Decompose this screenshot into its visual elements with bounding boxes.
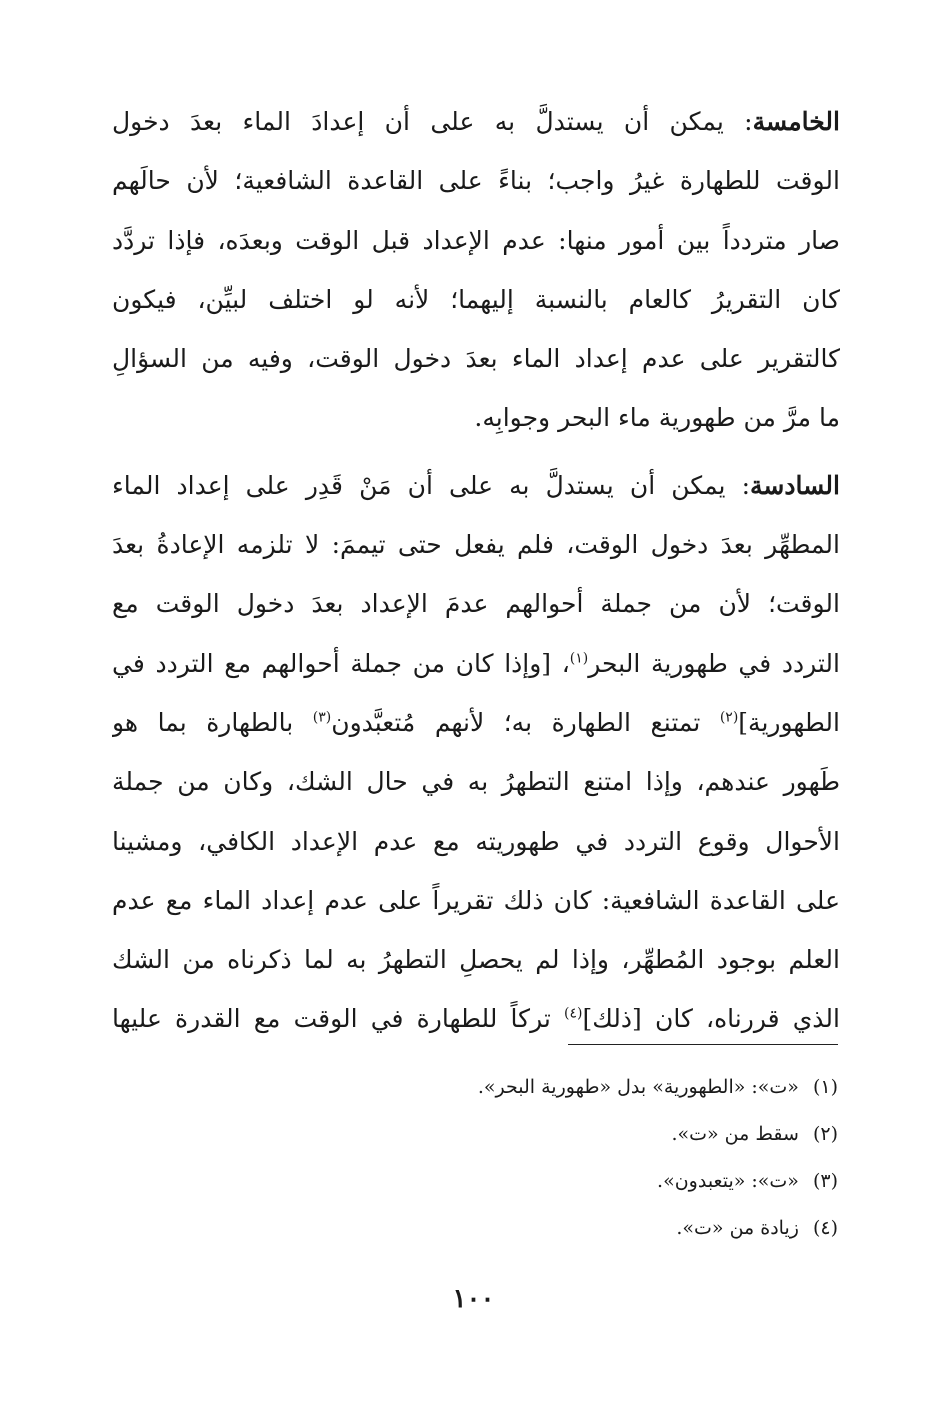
text-line: الوقت؛ لأن من جملة أحوالهم عدمَ الإعداد بعدَ دخول الوقت مع — [112, 589, 840, 619]
footnote-text: «ت»: «يتعبدون». — [657, 1170, 799, 1192]
footnote-reference[interactable]: (٣) — [312, 709, 332, 726]
footnote-reference[interactable]: (١) — [569, 650, 589, 667]
text-line: على القاعدة الشافعية: كان ذلك تقريراً على عدم إعداد الماء مع عدم — [112, 885, 840, 915]
text-segment: الطهورية] — [738, 707, 840, 737]
footnote-reference[interactable]: (٢) — [719, 709, 739, 726]
text-line — [112, 989, 840, 1048]
text-line: طَهور عندهم، وإذا امتنع التطهرُ به في حال الشك، وكان من جملة — [112, 767, 840, 797]
text-line — [112, 92, 840, 151]
footnote-number: (٣) — [812, 1170, 838, 1192]
text-segment: التردد في طهورية البحر — [588, 648, 840, 678]
footnote-reference[interactable]: (٤) — [564, 1006, 583, 1023]
main-text — [112, 92, 840, 1049]
footnote-text: زيادة من «ت». — [676, 1217, 799, 1239]
footnote-item — [300, 1161, 838, 1208]
footnote-divider — [568, 1044, 838, 1045]
footnote-text: «ت»: «الطهورية» بدل «طهورية البحر». — [477, 1076, 799, 1098]
text-segment: الذي قررناه، كان [ذلك] — [582, 1004, 840, 1034]
footnote-item — [300, 1208, 838, 1255]
footnotes — [300, 1067, 838, 1255]
page-number: ١٠٠ — [452, 1284, 495, 1314]
text-line: الوقت للطهارة غيرُ واجب؛ بناءً على القاعدة الشافعية؛ لأن حالَهم — [112, 166, 840, 196]
text-segment: بالطهارة بما هو — [112, 707, 313, 737]
text-segment: : يمكن أن يستدلَّ به على أن مَنْ قَدِر على إعداد الماء — [112, 470, 751, 500]
text-segment: تركاً للطهارة في الوقت مع القدرة عليها — [112, 1004, 564, 1034]
footnote-item — [300, 1067, 838, 1114]
footnote-number: (١) — [812, 1076, 838, 1098]
paragraph-label: الخامسة — [752, 107, 840, 136]
footnote-number: (٤) — [812, 1217, 838, 1239]
text-line: كالتقرير على عدم إعداد الماء بعدَ دخول الوقت، وفيه من السؤالِ — [112, 344, 840, 374]
text-line: كان التقريرُ كالعام بالنسبة إليهما؛ لأنه لو اختلف لبيِّن، فيكون — [112, 284, 840, 314]
text-line — [112, 456, 840, 515]
text-line: صار متردداً بين أمور منها: عدم الإعداد قبل الوقت وبعدَه، فإذا تردَّد — [112, 225, 840, 255]
text-segment: تمتنع الطهارة به؛ لأنهم مُتعبَّدون — [331, 707, 720, 737]
text-line: ما مرَّ من طهورية ماء البحر وجوابِه. — [474, 403, 840, 433]
text-line: العلم بوجود المُطهِّر، وإذا لم يحصلِ التطهرُ به لما ذكرناه من الشك — [112, 945, 840, 975]
text-segment: : يمكن أن يستدلَّ به على أن إعدادَ الماء بعدَ دخول — [112, 107, 753, 136]
text-line — [112, 693, 840, 752]
paragraph-label: السادسة — [750, 470, 840, 500]
footnote-number: (٢) — [812, 1123, 838, 1145]
text-line: المطهِّر بعدَ دخول الوقت، فلم يفعل حتى تيممَ: لا تلزمه الإعادةُ بعدَ — [112, 530, 840, 560]
text-segment: ، [وإذا كان من جملة أحوالهم مع التردد في — [112, 648, 570, 678]
text-line: الأحوال وقوع التردد في طهوريته مع عدم الإعداد الكافي، ومشينا — [112, 826, 840, 856]
text-line — [112, 634, 840, 693]
footnote-text: سقط من «ت». — [671, 1123, 799, 1145]
footnote-item — [300, 1114, 838, 1161]
